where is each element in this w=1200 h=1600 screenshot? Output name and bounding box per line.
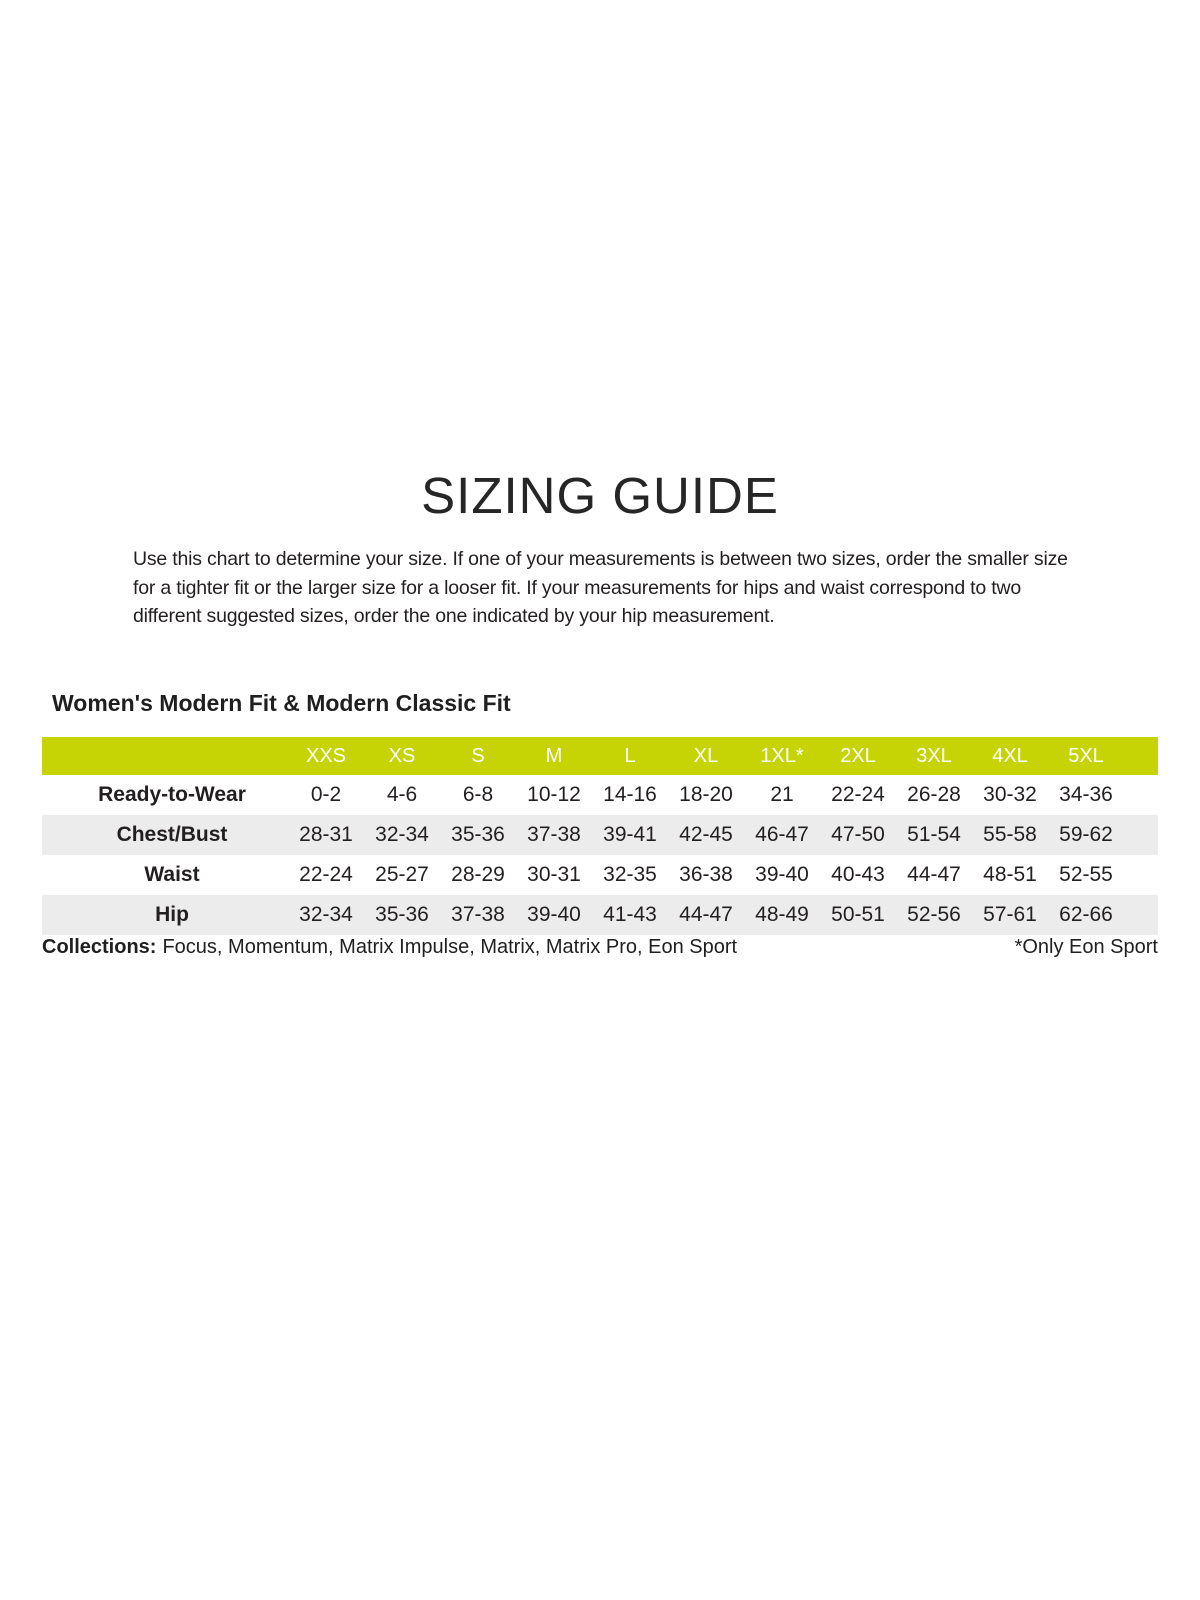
table-cell: 48-49 — [755, 903, 809, 926]
table-cell: 55-58 — [983, 823, 1037, 846]
table-cell: 32-34 — [375, 823, 429, 846]
table-cell: 52-56 — [907, 903, 961, 926]
collections-list: Focus, Momentum, Matrix Impulse, Matrix, Matrix Pro, Eon Sport — [162, 936, 738, 958]
table-cell: 36-38 — [679, 863, 733, 886]
table-cell: 35-36 — [375, 903, 429, 926]
section-heading-womens-modern-fit: Women's Modern Fit & Modern Classic Fit — [52, 690, 511, 716]
page-title: SIZING GUIDE — [421, 467, 779, 524]
footnote-only-eon-sport: *Only Eon Sport — [1014, 936, 1158, 958]
column-header-l: L — [624, 744, 636, 767]
size-chart-table — [42, 737, 1158, 935]
collections-label: Collections: — [42, 936, 157, 958]
row-label: Waist — [144, 863, 200, 886]
column-header-s: S — [471, 744, 485, 767]
collections-note — [42, 936, 737, 959]
table-row-chest-bust — [42, 815, 1158, 855]
table-cell: 39-40 — [755, 863, 809, 886]
table-cell: 40-43 — [831, 863, 885, 886]
table-cell: 21 — [770, 783, 794, 806]
column-header-xs: XS — [388, 744, 416, 767]
table-cell: 37-38 — [451, 903, 505, 926]
table-cell: 30-31 — [527, 863, 581, 886]
table-cell: 32-34 — [299, 903, 353, 926]
table-cell: 6-8 — [462, 783, 494, 806]
column-header-5xl: 5XL — [1068, 744, 1104, 767]
table-row-hip — [42, 895, 1158, 935]
table-cell: 62-66 — [1059, 903, 1113, 926]
table-cell: 26-28 — [907, 783, 961, 806]
table-cell: 37-38 — [527, 823, 581, 846]
table-cell: 30-32 — [983, 783, 1037, 806]
table-cell: 41-43 — [603, 903, 657, 926]
column-header-m: M — [545, 744, 563, 767]
table-cell: 50-51 — [831, 903, 885, 926]
table-row-ready-to-wear — [42, 775, 1158, 815]
table-cell: 52-55 — [1059, 863, 1113, 886]
table-cell: 14-16 — [603, 783, 657, 806]
table-cell: 42-45 — [679, 823, 733, 846]
table-cell: 4-6 — [386, 783, 418, 806]
column-header-xxs: XXS — [305, 744, 347, 767]
row-label: Chest/Bust — [116, 823, 228, 846]
table-cell: 10-12 — [527, 783, 581, 806]
column-header-2xl: 2XL — [840, 744, 876, 767]
table-row-waist — [42, 855, 1158, 895]
table-cell: 28-31 — [299, 823, 353, 846]
table-cell: 39-40 — [527, 903, 581, 926]
table-cell: 46-47 — [755, 823, 809, 846]
table-footer — [42, 936, 1158, 959]
table-cell: 57-61 — [983, 903, 1037, 926]
table-cell: 44-47 — [679, 903, 733, 926]
table-cell: 47-50 — [831, 823, 885, 846]
table-cell: 32-35 — [603, 863, 657, 886]
column-header-3xl: 3XL — [916, 744, 952, 767]
table-cell: 22-24 — [299, 863, 353, 886]
table-header-row — [42, 737, 1158, 775]
row-label: Hip — [155, 903, 189, 926]
intro-paragraph: Use this chart to determine your size. If one of your measurements is between two sizes, order the smaller size for a tighter fit or the larger size for a looser fit. If your measurements for hips and waist correspond to two different suggested sizes, order the one indicated by your hip measurement. — [133, 548, 1068, 627]
table-cell: 34-36 — [1059, 783, 1113, 806]
column-header-xl: XL — [693, 744, 719, 767]
table-cell: 28-29 — [451, 863, 505, 886]
table-cell: 35-36 — [451, 823, 505, 846]
row-label: Ready-to-Wear — [98, 783, 246, 806]
table-cell: 39-41 — [603, 823, 657, 846]
table-cell: 59-62 — [1059, 823, 1113, 846]
table-cell: 51-54 — [907, 823, 961, 846]
table-cell: 18-20 — [679, 783, 733, 806]
table-cell: 44-47 — [907, 863, 961, 886]
table-cell: 0-2 — [310, 783, 342, 806]
table-cell: 48-51 — [983, 863, 1037, 886]
column-header-1xl: 1XL* — [760, 744, 804, 767]
table-cell: 25-27 — [375, 863, 429, 886]
table-cell: 22-24 — [831, 783, 885, 806]
column-header-4xl: 4XL — [992, 744, 1028, 767]
